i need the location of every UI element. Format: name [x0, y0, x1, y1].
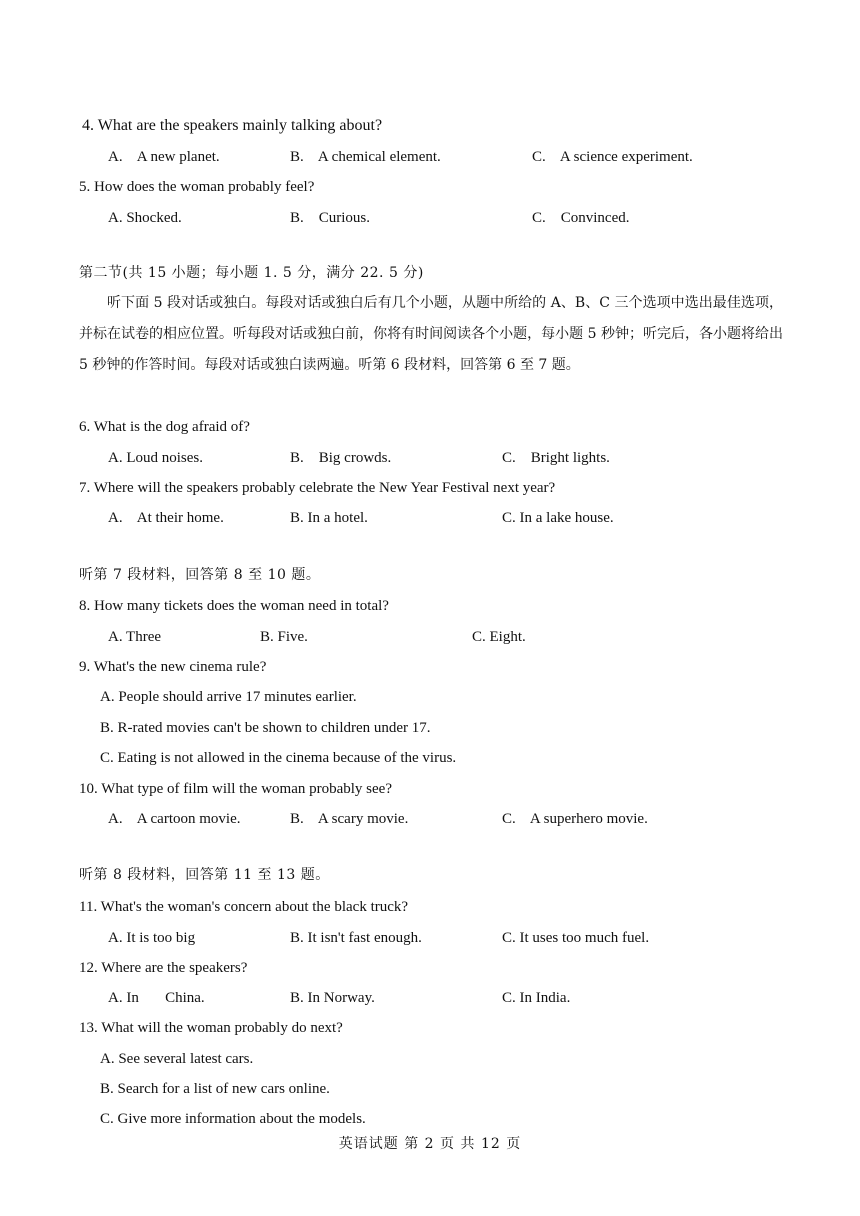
option-5b: B. Curious.	[290, 210, 371, 226]
option-5a: A. Shocked.	[108, 210, 182, 226]
option-7b: B. In a hotel.	[290, 510, 368, 526]
option-6a: A. Loud noises.	[108, 450, 203, 466]
option-6b: B. Big crowds.	[290, 450, 392, 466]
section-instructions: 听下面 5 段对话或独白。每段对话或独白后有几个小题，从题中所给的 A、B、C 三个选项中选出最佳选项，并标在试卷的相应位置。听每段对话或独白前，你将有时间阅读各个小题，每小题 5 秒钟；听完后，各小题将给出 5 秒钟的作答时间。每段对话或独白读两遍。听第 6 段材料，回答第 6 至 7 题。	[79, 295, 783, 373]
option-8b: B. Five.	[260, 629, 308, 645]
page-footer: 英语试题 第 2 页 共 12 页	[338, 1136, 522, 1152]
question-10: 10. What type of film will the woman probably see?	[79, 781, 392, 797]
option-7c: C. In a lake house.	[502, 510, 614, 526]
option-13c: C. Give more information about the models.	[100, 1111, 366, 1127]
question-12: 12. Where are the speakers?	[79, 960, 248, 976]
material-8-heading: 听第 8 段材料，回答第 11 至 13 题。	[79, 867, 330, 883]
option-8c: C. Eight.	[472, 629, 526, 645]
question-5: 5. How does the woman probably feel?	[79, 179, 315, 195]
option-9b: B. R-rated movies can't be shown to children under 17.	[100, 720, 431, 736]
option-4c: C. A science experiment.	[532, 149, 693, 165]
question-11: 11. What's the woman's concern about the black truck?	[79, 899, 409, 915]
question-4: 4. What are the speakers mainly talking about?	[82, 117, 383, 134]
question-7: 7. Where will the speakers probably celebrate the New Year Festival next year?	[79, 480, 556, 496]
material-7-heading: 听第 7 段材料，回答第 8 至 10 题。	[79, 567, 321, 583]
question-6: 6. What is the dog afraid of?	[79, 419, 250, 435]
option-4a: A. A new planet.	[108, 149, 220, 165]
question-13: 13. What will the woman probably do next?	[79, 1020, 343, 1036]
option-13a: A. See several latest cars.	[100, 1051, 254, 1067]
option-12c: C. In India.	[502, 990, 571, 1006]
option-5c: C. Convinced.	[532, 210, 630, 226]
option-10b: B. A scary movie.	[290, 811, 409, 827]
option-12b: B. In Norway.	[290, 990, 375, 1006]
section-heading: 第二节(共 15 小题；每小题 1. 5 分，满分 22. 5 分)	[79, 265, 424, 281]
option-6c: C. Bright lights.	[502, 450, 610, 466]
question-8: 8. How many tickets does the woman need in total?	[79, 598, 389, 614]
option-10c: C. A superhero movie.	[502, 811, 648, 827]
option-9c: C. Eating is not allowed in the cinema because of the virus.	[100, 750, 457, 766]
question-9: 9. What's the new cinema rule?	[79, 659, 267, 675]
option-4b: B. A chemical element.	[290, 149, 441, 165]
option-7a: A. At their home.	[108, 510, 224, 526]
option-12a: A. In China.	[108, 990, 205, 1006]
option-11c: C. It uses too much fuel.	[502, 930, 650, 946]
option-13b: B. Search for a list of new cars online.	[100, 1081, 330, 1097]
option-11b: B. It isn't fast enough.	[290, 930, 422, 946]
option-11a: A. It is too big	[108, 930, 196, 946]
option-8a: A. Three	[108, 629, 162, 645]
option-9a: A. People should arrive 17 minutes earlier.	[100, 689, 357, 705]
option-10a: A. A cartoon movie.	[108, 811, 241, 827]
